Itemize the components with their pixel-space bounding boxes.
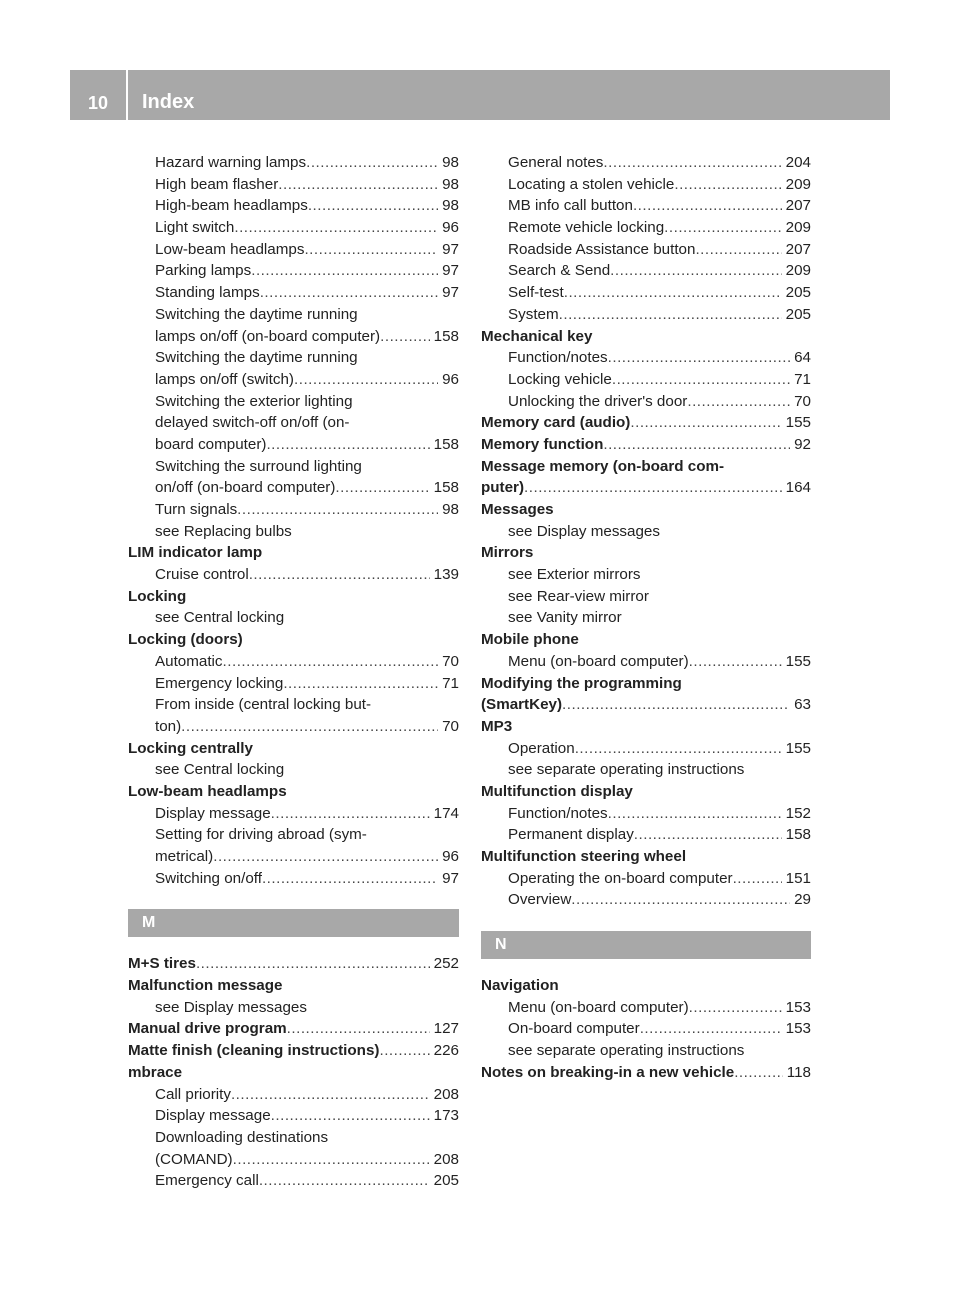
page-reference[interactable]: 155 (785, 652, 811, 670)
index-entry (481, 369, 811, 391)
index-entry (128, 1149, 459, 1171)
index-heading (128, 1062, 459, 1084)
entry-text: Automatic (155, 652, 223, 670)
entry-text: see Vanity mirror (508, 609, 622, 627)
entry-text: General notes (508, 154, 604, 171)
entry-text: M+S tires (128, 955, 196, 973)
index-entry (128, 260, 459, 282)
dot-leader (271, 1105, 430, 1127)
index-entry (128, 1105, 459, 1127)
entry-text: Notes on breaking-in a new vehicle (481, 1063, 735, 1081)
dot-leader (524, 477, 782, 499)
index-heading (481, 781, 811, 803)
entry-text: Display message (155, 1107, 271, 1125)
index-entry (481, 174, 811, 196)
dot-leader (633, 195, 782, 217)
index-entry (128, 195, 459, 217)
index-entry (481, 607, 811, 629)
entry-text: LIM indicator lamp (128, 544, 263, 562)
index-entry (128, 304, 459, 326)
entry-text: see separate operating instructions (508, 1042, 745, 1060)
index-entry (128, 564, 459, 586)
entry-text: Locking vehicle (508, 370, 612, 388)
entry-text: Emergency call (155, 1172, 259, 1190)
dot-leader (603, 434, 790, 456)
entry-text: Mechanical key (481, 327, 593, 345)
index-entry (128, 391, 459, 413)
entry-text: Remote vehicle locking (508, 219, 665, 237)
entry-text: see separate operating instructions (508, 761, 745, 779)
index-heading (481, 629, 811, 651)
entry-text: Light switch (155, 219, 235, 237)
entry-text: Menu (on-board computer) (508, 998, 689, 1016)
entry-text: Setting for driving abroad (sym- (155, 826, 367, 844)
dot-leader (608, 803, 782, 825)
dot-leader (181, 716, 438, 738)
page-reference[interactable]: 252 (433, 955, 459, 973)
dot-leader (259, 1170, 430, 1192)
page-reference[interactable]: 153 (785, 998, 811, 1016)
page-reference[interactable]: 209 (785, 219, 811, 237)
page-reference[interactable]: 29 (794, 891, 811, 909)
index-entry (128, 456, 459, 478)
entry-text: see Replacing bulbs (155, 522, 292, 540)
entry-text: see Display messages (508, 522, 660, 540)
page-reference[interactable]: 155 (785, 739, 811, 757)
index-entry (481, 1018, 811, 1040)
entry-text: Switching on/off (155, 869, 262, 887)
section-letter-header: N (481, 931, 811, 959)
page-reference[interactable]: 153 (785, 1020, 811, 1038)
header-divider (126, 70, 128, 120)
index-heading (481, 673, 811, 695)
entry-text: see Display messages (155, 998, 307, 1016)
section-letter-header: M (128, 909, 459, 937)
dot-leader (640, 1018, 782, 1040)
index-entry (128, 174, 459, 196)
entry-text: Modifying the programming (481, 674, 682, 692)
index-entry (481, 586, 811, 608)
page-reference[interactable]: 96 (442, 848, 459, 865)
index-entry (128, 868, 459, 890)
dot-leader (234, 217, 438, 239)
entry-text: Multifunction steering wheel (481, 848, 687, 865)
page-reference[interactable]: 98 (442, 175, 459, 193)
dot-leader (664, 217, 781, 239)
entry-text: see Exterior mirrors (508, 566, 641, 584)
page-reference[interactable]: 158 (433, 435, 459, 453)
entry-text: Message memory (on-board com- (481, 457, 725, 475)
dot-leader (608, 347, 790, 369)
dot-leader (630, 412, 781, 434)
entry-text: Emergency locking (155, 674, 284, 692)
entry-text: metrical) (155, 848, 214, 865)
entry-text: Locking (128, 587, 187, 605)
entry-text: Function/notes (508, 349, 608, 367)
index-entry (128, 152, 459, 174)
entry-text: MB info call button (508, 197, 633, 215)
page-reference[interactable]: 205 (785, 284, 811, 302)
index-entry (128, 217, 459, 239)
dot-leader (575, 738, 782, 760)
entry-text: see Central locking (155, 761, 285, 779)
index-column-left (128, 152, 459, 1192)
index-entry (128, 239, 459, 261)
index-entry (481, 868, 811, 890)
dot-leader (734, 1062, 783, 1084)
index-entry (481, 347, 811, 369)
index-heading (128, 781, 459, 803)
dot-leader (571, 889, 790, 911)
entry-text: From inside (central locking but- (155, 696, 372, 714)
index-entry (128, 846, 459, 868)
page-reference[interactable]: 139 (433, 566, 459, 584)
dot-leader (335, 477, 429, 499)
entry-text: Operating the on-board computer (508, 869, 733, 887)
index-entry (128, 694, 459, 716)
index-entry (128, 824, 459, 846)
page-reference[interactable]: 92 (794, 435, 811, 453)
entry-text: Locating a stolen vehicle (508, 175, 675, 193)
index-heading (481, 846, 811, 868)
entry-text: Locking centrally (128, 739, 253, 757)
index-heading (481, 542, 811, 564)
page-reference[interactable]: 96 (442, 370, 459, 388)
index-heading (128, 975, 459, 997)
page-reference[interactable]: 208 (433, 1150, 459, 1168)
index-entry (481, 889, 811, 911)
entry-text: Memory card (audio) (481, 414, 631, 432)
entry-text: Call priority (155, 1085, 231, 1103)
page-reference[interactable]: 64 (794, 349, 811, 367)
index-heading (481, 326, 811, 348)
page-reference[interactable]: 96 (442, 219, 459, 237)
entry-text: on/off (on-board computer) (155, 479, 336, 497)
page-reference[interactable]: 98 (442, 154, 459, 171)
page-reference[interactable]: 226 (433, 1042, 459, 1060)
entry-text: Switching the daytime running (155, 305, 358, 323)
page-reference[interactable]: 63 (794, 696, 811, 714)
index-entry (128, 477, 459, 499)
entry-text: Low-beam headlamps (128, 782, 287, 800)
entry-text: Self-test (508, 284, 564, 302)
index-heading (481, 434, 811, 456)
entry-text: Hazard warning lamps (155, 154, 307, 171)
page-reference[interactable]: 118 (786, 1063, 811, 1081)
entry-text: Messages (481, 501, 554, 518)
index-entry (481, 564, 811, 586)
page-reference[interactable]: 71 (794, 370, 811, 388)
index-entry (128, 369, 459, 391)
entry-text: MP3 (481, 717, 513, 735)
entry-text: System (508, 305, 559, 323)
page-reference[interactable]: 164 (785, 479, 811, 497)
index-entry (128, 282, 459, 304)
page-reference[interactable]: 97 (442, 262, 459, 280)
index-entry (128, 412, 459, 434)
dot-leader (308, 195, 438, 217)
dot-leader (562, 694, 790, 716)
entry-text: Switching the daytime running (155, 349, 358, 367)
index-entry (128, 997, 459, 1019)
page-reference[interactable]: 205 (433, 1172, 459, 1190)
dot-leader (266, 434, 429, 456)
entry-text: Menu (on-board computer) (508, 652, 689, 670)
entry-text: Roadside Assistance button (508, 240, 696, 258)
index-heading (481, 694, 811, 716)
entry-text: Mirrors (481, 544, 534, 562)
page-reference[interactable]: 205 (785, 305, 811, 323)
entry-text: Matte finish (cleaning instructions) (128, 1042, 380, 1060)
page-reference[interactable]: 97 (442, 240, 459, 258)
entry-text: Standing lamps (155, 284, 260, 302)
entry-text: see Rear-view mirror (508, 587, 649, 605)
page-reference[interactable]: 158 (433, 327, 459, 345)
index-entry (128, 326, 459, 348)
dot-leader (564, 282, 782, 304)
dot-leader (380, 326, 430, 348)
page-reference[interactable]: 71 (442, 674, 459, 692)
index-heading (128, 738, 459, 760)
entry-text: (COMAND) (155, 1150, 233, 1168)
index-entry (128, 521, 459, 543)
index-heading (128, 1018, 459, 1040)
page-reference[interactable]: 127 (433, 1020, 459, 1038)
index-heading (481, 975, 811, 997)
entry-text: Parking lamps (155, 262, 252, 280)
dot-leader (223, 651, 439, 673)
index-entry (481, 759, 811, 781)
index-entry (128, 1127, 459, 1149)
entry-text: Memory function (481, 435, 604, 453)
dot-leader (237, 499, 438, 521)
entry-text: Operation (508, 739, 575, 757)
index-entry (128, 607, 459, 629)
index-heading (481, 477, 811, 499)
dot-leader (213, 846, 438, 868)
index-heading (481, 499, 811, 521)
dot-leader (689, 997, 782, 1019)
dot-leader (379, 1040, 429, 1062)
dot-leader (689, 651, 782, 673)
entry-text: Function/notes (508, 804, 608, 822)
page-reference[interactable]: 207 (785, 240, 811, 258)
page-title: Index (142, 91, 195, 113)
dot-leader (612, 369, 790, 391)
index-entry (481, 824, 811, 846)
entry-text: Locking (doors) (128, 631, 243, 649)
index-entry (481, 521, 811, 543)
dot-leader (196, 953, 430, 975)
page-reference[interactable]: 70 (442, 717, 459, 735)
entry-text: Display message (155, 804, 271, 822)
index-entry (481, 260, 811, 282)
page-reference[interactable]: 97 (442, 869, 459, 887)
index-entry (128, 499, 459, 521)
index-entry (128, 759, 459, 781)
entry-text: board computer) (155, 435, 267, 453)
entry-text: (SmartKey) (481, 696, 563, 714)
dot-leader (294, 369, 438, 391)
dot-leader (695, 239, 781, 261)
page-reference[interactable]: 158 (785, 826, 811, 844)
index-entry (481, 803, 811, 825)
index-entry (481, 152, 811, 174)
page-reference[interactable]: 151 (785, 869, 811, 887)
dot-leader (306, 152, 438, 174)
index-entry (128, 434, 459, 456)
index-entry (481, 217, 811, 239)
entry-text: puter) (481, 479, 525, 497)
entry-text: Manual drive program (128, 1020, 287, 1038)
page-reference[interactable]: 98 (442, 197, 459, 215)
dot-leader (260, 282, 438, 304)
dot-leader (278, 174, 438, 196)
index-heading (128, 542, 459, 564)
index-entry (128, 673, 459, 695)
dot-leader (634, 824, 782, 846)
entry-text: Unlocking the driver's door (508, 392, 688, 410)
entry-text: mbrace (128, 1063, 183, 1081)
entry-text: Switching the exterior lighting (155, 392, 353, 410)
dot-leader (287, 1018, 430, 1040)
page-reference[interactable]: 155 (785, 414, 811, 432)
index-heading (481, 1062, 811, 1084)
page-reference[interactable]: 158 (433, 479, 459, 497)
dot-leader (283, 673, 438, 695)
page-reference[interactable]: 209 (785, 175, 811, 193)
index-heading (481, 456, 811, 478)
entry-text: see Central locking (155, 609, 285, 627)
index-entry (481, 195, 811, 217)
page-reference[interactable]: 173 (433, 1107, 459, 1125)
page-reference[interactable]: 209 (785, 262, 811, 280)
dot-leader (262, 868, 438, 890)
index-entry (481, 282, 811, 304)
index-entry (481, 1040, 811, 1062)
dot-leader (603, 152, 781, 174)
index-entry (128, 1170, 459, 1192)
page-reference[interactable]: 208 (433, 1085, 459, 1103)
entry-text: Downloading destinations (155, 1128, 329, 1146)
index-heading (128, 629, 459, 651)
index-entry (481, 239, 811, 261)
entry-text: ton) (155, 717, 182, 735)
index-heading (128, 1040, 459, 1062)
entry-text: lamps on/off (on-board computer) (155, 327, 381, 345)
entry-text: lamps on/off (switch) (155, 370, 294, 388)
dot-leader (249, 564, 430, 586)
entry-text: Mobile phone (481, 631, 579, 649)
dot-leader (687, 391, 790, 413)
entry-text: Permanent display (508, 826, 634, 844)
entry-text: Navigation (481, 977, 559, 995)
index-entry (481, 304, 811, 326)
page-reference[interactable]: 174 (433, 804, 459, 822)
index-entry (128, 1084, 459, 1106)
entry-text: Overview (508, 891, 572, 909)
entry-text: Multifunction display (481, 782, 633, 800)
entry-text: Switching the surround lighting (155, 457, 362, 475)
index-entry (128, 716, 459, 738)
entry-text: delayed switch-off on/off (on- (155, 414, 350, 432)
entry-text: Turn signals (155, 501, 238, 518)
index-entry (128, 803, 459, 825)
entry-text: High-beam headlamps (155, 197, 308, 215)
index-entry (481, 391, 811, 413)
page-reference[interactable]: 70 (442, 652, 459, 670)
dot-leader (674, 174, 781, 196)
page-number: 10 (87, 93, 109, 113)
entry-text: High beam flasher (155, 175, 279, 193)
dot-leader (733, 868, 782, 890)
index-entry (481, 997, 811, 1019)
index-heading (128, 953, 459, 975)
entry-text: Cruise control (155, 566, 249, 584)
index-entry (128, 347, 459, 369)
dot-leader (251, 260, 438, 282)
index-heading (481, 716, 811, 738)
page-reference[interactable]: 152 (785, 804, 811, 822)
page-reference[interactable]: 207 (785, 197, 811, 215)
page-reference[interactable]: 204 (785, 154, 811, 171)
index-column-right (481, 152, 811, 1084)
index-entry (481, 738, 811, 760)
entry-text: Low-beam headlamps (155, 240, 305, 258)
index-entry (481, 651, 811, 673)
entry-text: Malfunction message (128, 977, 283, 995)
dot-leader (271, 803, 430, 825)
page-reference[interactable]: 70 (794, 392, 811, 410)
dot-leader (304, 239, 438, 261)
dot-leader (231, 1084, 430, 1106)
index-heading (128, 586, 459, 608)
dot-leader (559, 304, 782, 326)
dot-leader (610, 260, 781, 282)
index-entry (128, 651, 459, 673)
index-heading (481, 412, 811, 434)
page-reference[interactable]: 97 (442, 284, 459, 302)
dot-leader (233, 1149, 430, 1171)
page-reference[interactable]: 98 (442, 501, 459, 518)
entry-text: Search & Send (508, 262, 611, 280)
entry-text: On-board computer (508, 1020, 640, 1038)
